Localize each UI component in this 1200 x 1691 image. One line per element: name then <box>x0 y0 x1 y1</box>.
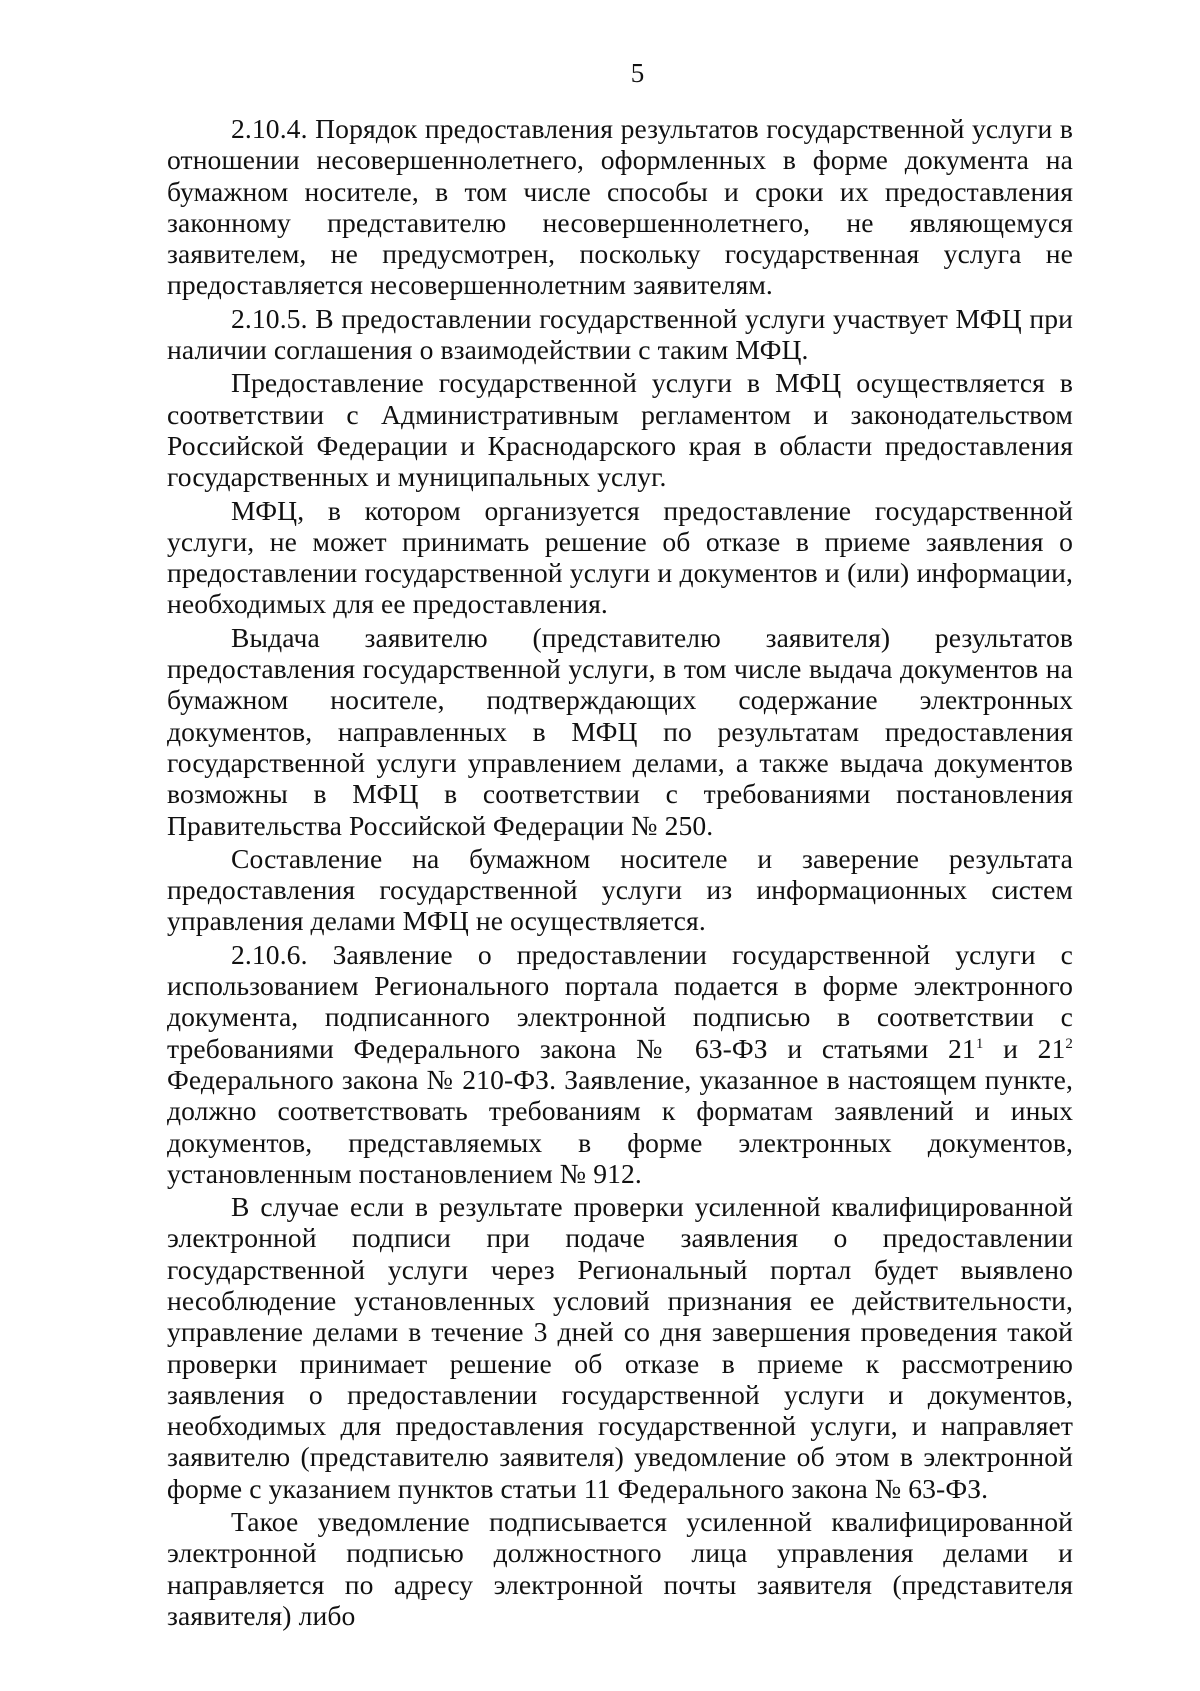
superscript-article-21-2: 2 <box>1065 1035 1073 1052</box>
paragraph-2-10-6-part-1: 2.10.6. Заявление о предоставлении государственной услуги с использованием Регионального портала подается в форме электронного документа, подписанного электронной подписью в соответствии с требованиями Федерального закона № 63-ФЗ и статьями 21 <box>167 938 1073 1064</box>
paragraph-paper-certification: Составление на бумажном носителе и заверение результата предоставления государственной услуги из информационных систем управления делами МФЦ не осуществляется. <box>167 842 1073 937</box>
document-body <box>167 113 1073 1631</box>
paragraph-notification: Такое уведомление подписывается усиленной квалифицированной электронной подписью должностного лица управления делами и направляется по адресу электронной почты заявителя (представителя заявителя) либо <box>167 1506 1073 1631</box>
paragraph-2-10-4: 2.10.4. Порядок предоставления результатов государственной услуги в отношении несовершеннолетнего, оформленных в форме документа на бумажном носителе, в том числе способы и сроки их предоставления законному представителю несовершеннолетнего, не являющемуся заявителем, не предусмотрен, поскольку государственная услуга не предоставляется несовершеннолетним заявителям. <box>167 113 1073 301</box>
paragraph-2-10-6-part-3: Федерального закона № 210-ФЗ. Заявление, указанное в настоящем пункте, должно соответствовать требованиям к форматам заявлений и иных документов, представляемых в форме электронных документов, установленным постановлением № 912. <box>167 1063 1073 1189</box>
paragraph-2-10-6-part-2: и 21 <box>983 1032 1066 1064</box>
page-number: 5 <box>630 58 645 88</box>
paragraph-mfc-provision: Предоставление государственной услуги в МФЦ осуществляется в соответствии с Административным регламентом и законодательством Российской Федерации и Краснодарского края в области предоставления государственных и муниципальных услуг. <box>167 367 1073 493</box>
paragraph-2-10-5: 2.10.5. В предоставлении государственной услуги участвует МФЦ при наличии соглашения о взаимодействии с таким МФЦ. <box>167 302 1073 366</box>
superscript-article-21-1: 1 <box>975 1035 984 1052</box>
paragraph-mfc-refusal: МФЦ, в котором организуется предоставление государственной услуги, не может принимать решение об отказе в приеме заявления о предоставлении государственной услуги и документов и (или) информации, необходимых для ее предоставления. <box>167 494 1073 620</box>
paragraph-2-10-6 <box>167 939 1073 1189</box>
paragraph-issuance: Выдача заявителю (представителю заявителя) результатов предоставления государственной услуги, в том числе выдача документов на бумажном носителе, подтверждающих содержание электронных документов, направленных в МФЦ по результатам предоставления государственной услуги управлением делами, а также выдача документов возможны в МФЦ в соответствии с требованиями постановления Правительства Российской Федерации № 250. <box>167 621 1073 841</box>
paragraph-signature-check: В случае если в результате проверки усиленной квалифицированной электронной подписи при подаче заявления о предоставлении государственной услуги через Региональный портал будет выявлено несоблюдение установленных условий признания ее действительности, управление делами в течение 3 дней со дня завершения проведения такой проверки принимает решение об отказе в приеме к рассмотрению заявления о предоставлении государственной услуги и документов, необходимых для предоставления государственной услуги, и направляет заявителю (представителю заявителя) уведомление об этом в электронной форме с указанием пунктов статьи 11 Федерального закона № 63-ФЗ. <box>167 1191 1073 1504</box>
